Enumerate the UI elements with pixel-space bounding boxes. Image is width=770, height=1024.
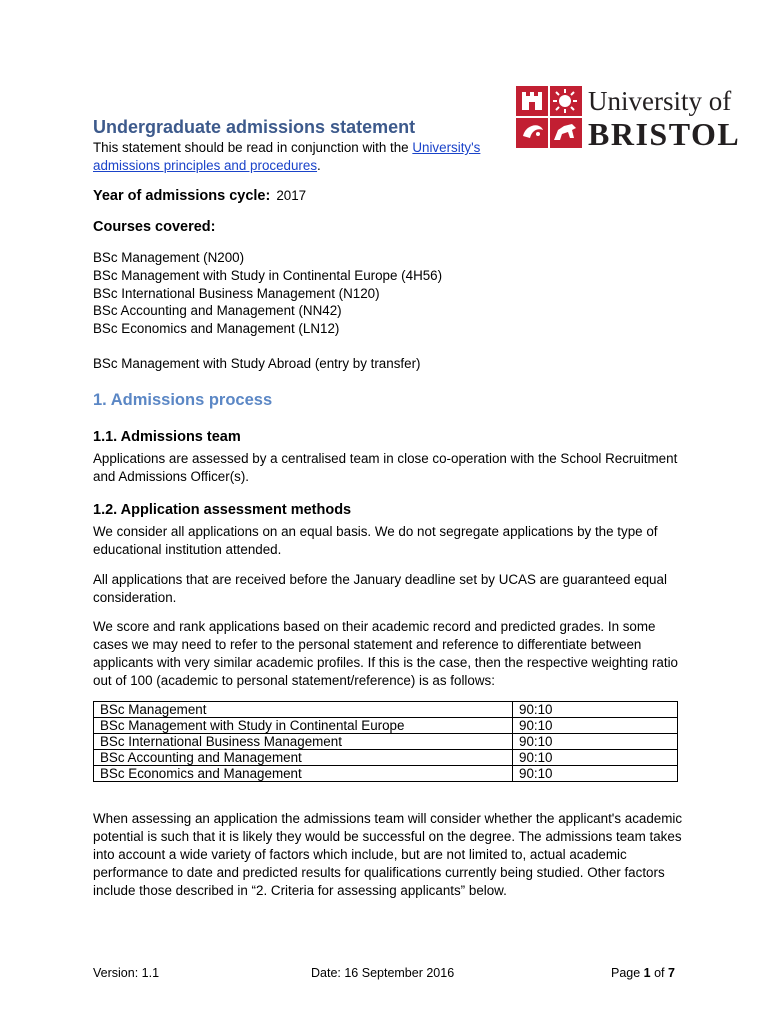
assessment-paragraph-equal-basis: We consider all applications on an equal basis. We do not segregate applications by the type of educational institution attended. [93, 524, 658, 557]
table-row [94, 718, 678, 734]
course-cell: BSc International Business Management [94, 734, 513, 750]
ratio-cell: 90:10 [513, 750, 678, 766]
admissions-team-paragraph: Applications are assessed by a centralised team in close co-operation with the School Recruitment and Admissions Officer(s). [93, 451, 678, 484]
year-value: 2017 [276, 188, 307, 203]
footer-version: Version: 1.1 [93, 966, 160, 980]
intro-paragraph [93, 139, 513, 175]
intro-text-after: . [317, 158, 321, 173]
admissions-cycle-year [93, 188, 306, 204]
assessment-paragraph-academic-potential: When assessing an application the admissions team will consider whether the applicant's academic potential is such that it is likely they would be successful on the degree. The admissions team takes into account a wide variety of factors which include, but are not limited to, actual academic performance to date and predicted results for qualifications currently being studied. Other factors include those described in “2. Criteria for assessing applicants” below. [93, 811, 683, 898]
coat-of-arms-icon [516, 86, 582, 148]
page-current: 1 [643, 966, 651, 980]
document-title: Undergraduate admissions statement [93, 117, 416, 137]
logo-line-bristol: BRISTOL [588, 116, 741, 152]
subsection-heading-assessment-methods: 1.2. Application assessment methods [93, 502, 352, 518]
page-word: Page [611, 966, 644, 980]
course-cell: BSc Management with Study in Continental Europe [94, 718, 513, 734]
course-item: BSc Accounting and Management (NN42) [93, 303, 342, 319]
logo-wordmark [588, 88, 740, 150]
weighting-table [93, 701, 678, 782]
ratio-cell: 90:10 [513, 734, 678, 750]
page-of: of [650, 966, 668, 980]
admissions-principles-link[interactable]: University's admissions principles and procedures [93, 140, 481, 173]
ratio-cell: 90:10 [513, 766, 678, 782]
courses-heading: Courses covered: [93, 219, 216, 235]
table-row [94, 750, 678, 766]
footer-page-number [611, 966, 675, 980]
course-item: BSc Management (N200) [93, 250, 245, 265]
footer-date: Date: 16 September 2016 [311, 966, 455, 980]
assessment-paragraph-scoring: We score and rank applications based on their academic record and predicted grades. In some cases we may need to refer to the personal statement and reference to differentiate between applicants with very similar academic profiles. If this is the case, then the respective weighting ratio out of 100 (academic to personal statement/reference) is as follows: [93, 619, 678, 688]
ratio-cell: 90:10 [513, 702, 678, 718]
course-cell: BSc Management [94, 702, 513, 718]
section-heading-admissions-process: 1. Admissions process [93, 391, 273, 409]
ratio-cell: 90:10 [513, 718, 678, 734]
course-cell: BSc Accounting and Management [94, 750, 513, 766]
course-list [93, 249, 442, 338]
table-row [94, 702, 678, 718]
course-cell: BSc Economics and Management [94, 766, 513, 782]
university-logo [516, 86, 741, 152]
assessment-paragraph-deadline: All applications that are received before the January deadline set by UCAS are guaranteed equal consideration. [93, 572, 667, 605]
subsection-heading-admissions-team: 1.1. Admissions team [93, 429, 241, 445]
year-label: Year of admissions cycle: [93, 188, 271, 204]
transfer-course: BSc Management with Study Abroad (entry by transfer) [93, 356, 421, 371]
intro-text-before: This statement should be read in conjunction with the [93, 140, 413, 155]
logo-line-university: University of [588, 86, 732, 116]
table-row [94, 766, 678, 782]
table-row [94, 734, 678, 750]
course-item: BSc Economics and Management (LN12) [93, 321, 340, 337]
course-item: BSc Management with Study in Continental Europe (4H56) [93, 267, 443, 283]
course-item: BSc International Business Management (N120) [93, 285, 380, 301]
page-total: 7 [668, 966, 675, 980]
